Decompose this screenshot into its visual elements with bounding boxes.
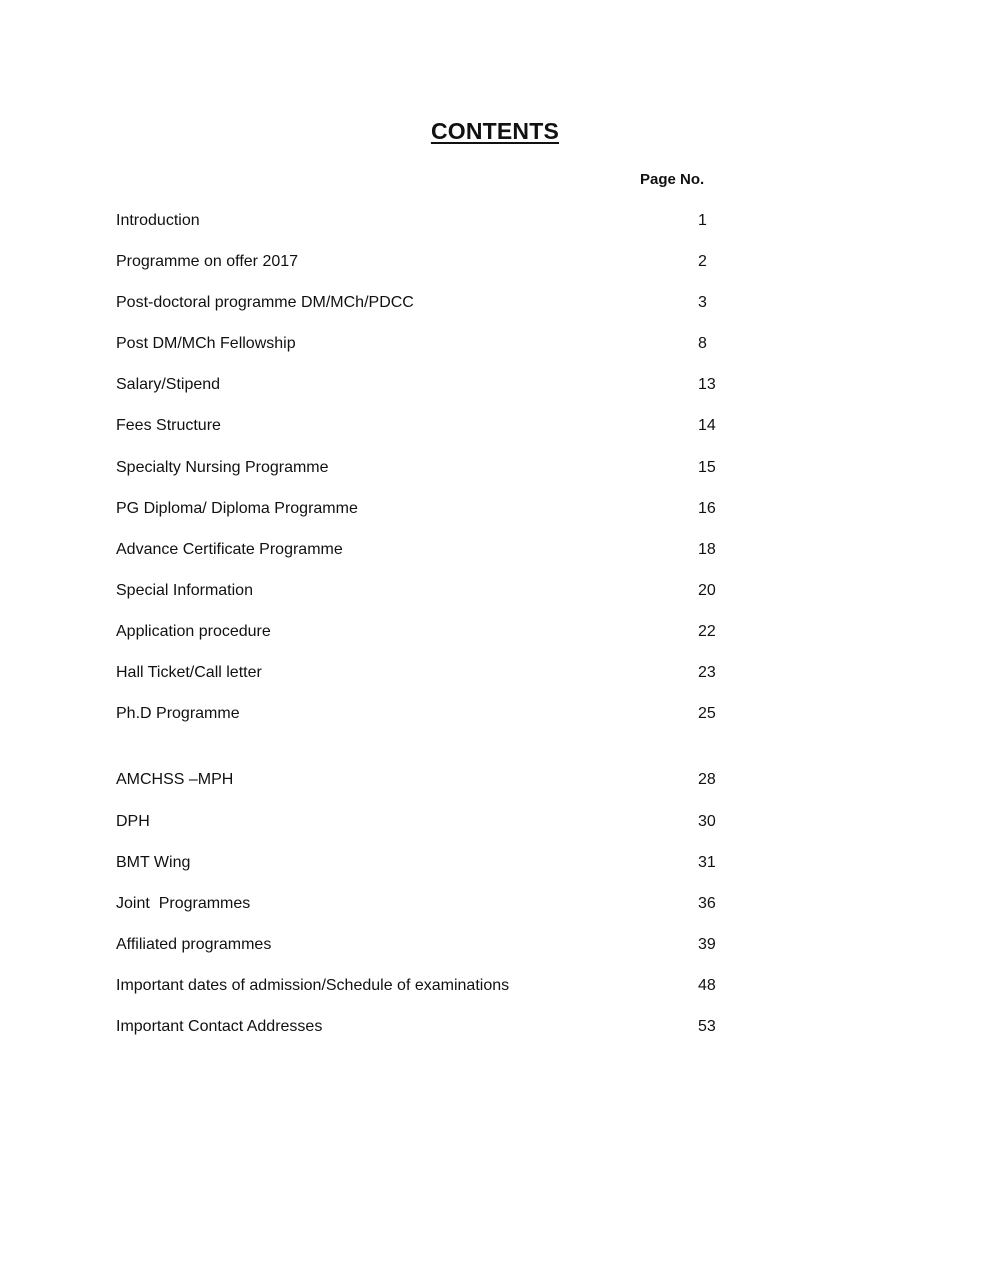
toc-entry	[116, 662, 736, 684]
toc-entry-title: Joint Programmes	[116, 895, 251, 912]
toc-entry	[116, 374, 736, 396]
toc-entry-title: Post DM/MCh Fellowship	[116, 335, 296, 352]
toc-entry-title: Ph.D Programme	[116, 705, 240, 722]
toc-entry	[116, 621, 736, 643]
toc-entry	[116, 1016, 736, 1038]
toc-entry	[116, 769, 736, 791]
toc-entry-title: Important dates of admission/Schedule of examinations	[116, 977, 510, 994]
toc-entry-page: 39	[698, 936, 716, 953]
toc-entry	[116, 210, 736, 232]
contents-title: CONTENTS	[430, 118, 560, 144]
toc-entry	[116, 498, 736, 520]
toc-entry	[116, 893, 736, 915]
toc-entry-page: 48	[698, 977, 716, 994]
toc-entry-title: Application procedure	[116, 623, 271, 640]
toc-entry	[116, 852, 736, 874]
toc-entry	[116, 251, 736, 273]
toc-entry-page: 1	[698, 212, 707, 229]
toc-entry	[116, 333, 736, 355]
toc-entry	[116, 934, 736, 956]
toc-entry-title: Salary/Stipend	[116, 376, 221, 393]
toc-entry-page: 2	[698, 253, 707, 270]
toc-entry-title: Special Information	[116, 582, 253, 599]
toc-entry-title: Programme on offer 2017	[116, 253, 299, 270]
toc-entry-page: 3	[698, 294, 707, 311]
toc-entry-page: 23	[698, 664, 716, 681]
toc-entry-page: 31	[698, 854, 716, 871]
toc-entry-title: Introduction	[116, 212, 200, 229]
toc-entry-page: 20	[698, 582, 716, 599]
toc-entry	[116, 415, 736, 437]
toc-entry-page: 18	[698, 541, 716, 558]
toc-entry-title: Specialty Nursing Programme	[116, 459, 329, 476]
toc-entry-title: Important Contact Addresses	[116, 1018, 323, 1035]
toc-entry	[116, 539, 736, 561]
toc-entry-page: 22	[698, 623, 716, 640]
toc-entry-title: BMT Wing	[116, 854, 191, 871]
toc-entry	[116, 975, 736, 997]
toc-entry	[116, 292, 736, 314]
toc-entry	[116, 811, 736, 833]
toc-entry-title: Advance Certificate Programme	[116, 541, 343, 558]
toc-entry-page: 53	[698, 1018, 716, 1035]
toc-entry-title: Fees Structure	[116, 417, 221, 434]
toc-entry	[116, 703, 736, 725]
toc-entry-page: 16	[698, 500, 716, 517]
toc-entry-page: 36	[698, 895, 716, 912]
toc-entry-title: Hall Ticket/Call letter	[116, 664, 262, 681]
toc-entry-title: Affiliated programmes	[116, 936, 272, 953]
page-no-header: Page No.	[640, 171, 705, 188]
toc-entry-title: AMCHSS –MPH	[116, 771, 234, 788]
toc-entry-page: 15	[698, 459, 716, 476]
toc-entry-page: 28	[698, 771, 716, 788]
toc-entry-title: PG Diploma/ Diploma Programme	[116, 500, 358, 517]
toc-entry-page: 25	[698, 705, 716, 722]
toc-entry	[116, 580, 736, 602]
toc-entry-title: Post-doctoral programme DM/MCh/PDCC	[116, 294, 414, 311]
toc-entry-page: 30	[698, 813, 716, 830]
toc-entry	[116, 457, 736, 479]
toc-entry-page: 14	[698, 417, 716, 434]
toc-entry-page: 13	[698, 376, 716, 393]
toc-entry-title: DPH	[116, 813, 150, 830]
toc-entry-page: 8	[698, 335, 707, 352]
